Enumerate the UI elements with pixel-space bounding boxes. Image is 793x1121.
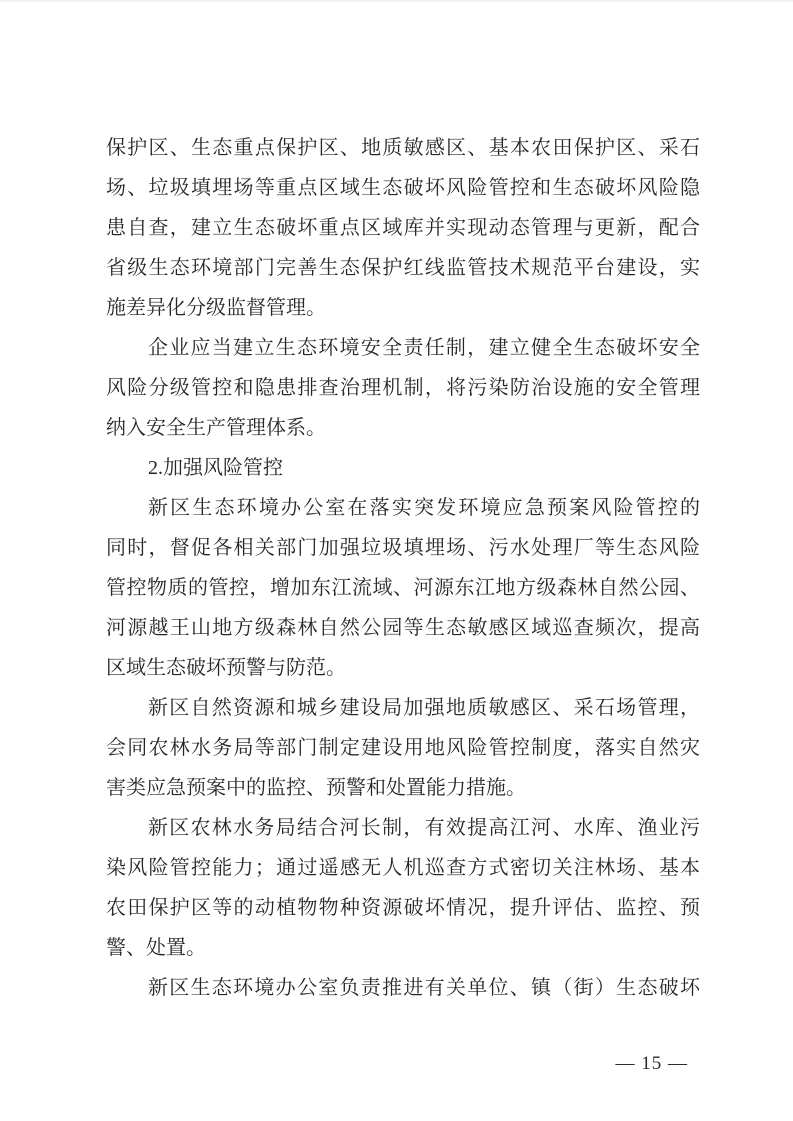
text-line: 害类应急预案中的监控、预警和处置能力措施。 (106, 777, 526, 799)
text-line: 患自查，建立生态破坏重点区域库并实现动态管理与更新，配合 (106, 217, 700, 239)
text-line: 新区生态环境办公室在落实突发环境应急预案风险管控的 (148, 497, 700, 519)
text-line: 风险分级管控和隐患排查治理机制，将污染防治设施的安全管理 (106, 377, 700, 399)
text-line: 施差异化分级监督管理。 (106, 297, 326, 319)
page-number: — 15 — (615, 1053, 688, 1074)
paragraph-enterprise-responsibility (106, 328, 700, 448)
paragraph-continuation (106, 128, 700, 328)
paragraph-eco-office-promotion (106, 968, 700, 1008)
text-line: 场、垃圾填埋场等重点区域生态破坏风险管控和生态破坏风险隐 (106, 177, 700, 199)
text-line: 同时，督促各相关部门加强垃圾填埋场、污水处理厂等生态风险 (106, 537, 700, 559)
text-line: 新区农林水务局结合河长制，有效提高江河、水库、渔业污 (148, 817, 700, 839)
paragraph-agriculture-water-bureau (106, 808, 700, 968)
text-line: 会同农林水务局等部门制定建设用地风险管控制度，落实自然灾 (106, 737, 700, 759)
document-body (106, 128, 700, 1008)
text-line: 保护区、生态重点保护区、地质敏感区、基本农田保护区、采石 (106, 137, 700, 159)
text-line: 区域生态破坏预警与防范。 (106, 657, 346, 679)
text-line: 纳入安全生产管理体系。 (106, 417, 326, 439)
section-heading-risk-control (106, 448, 700, 488)
text-line: 企业应当建立生态环境安全责任制，建立健全生态破坏安全 (148, 337, 700, 359)
text-line: 新区生态环境办公室负责推进有关单位、镇（街）生态破坏 (148, 977, 700, 999)
paragraph-natural-resources-bureau (106, 688, 700, 808)
text-line: 染风险管控能力；通过遥感无人机巡查方式密切关注林场、基本 (106, 857, 700, 879)
text-line: 警、处置。 (106, 937, 206, 959)
text-line: 管控物质的管控，增加东江流域、河源东江地方级森林自然公园、 (106, 577, 700, 599)
text-line: 2.加强风险管控 (148, 457, 283, 479)
paragraph-eco-office-patrol (106, 488, 700, 688)
text-line: 新区自然资源和城乡建设局加强地质敏感区、采石场管理， (148, 697, 700, 719)
text-line: 河源越王山地方级森林自然公园等生态敏感区域巡查频次，提高 (106, 617, 700, 639)
text-line: 省级生态环境部门完善生态保护红线监管技术规范平台建设，实 (106, 257, 700, 279)
text-line: 农田保护区等的动植物物种资源破坏情况，提升评估、监控、预 (106, 897, 700, 919)
